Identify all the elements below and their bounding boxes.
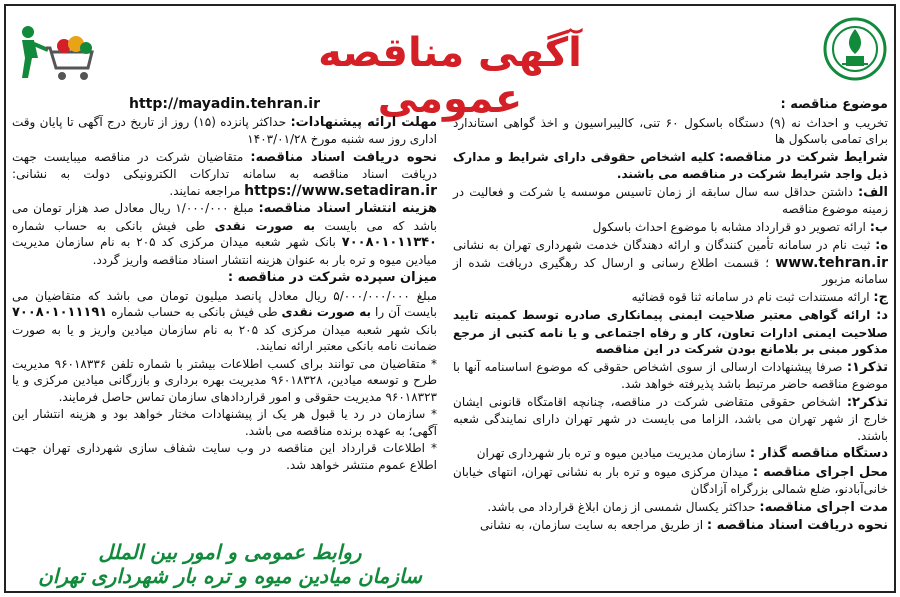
setadiran-url-link[interactable]: https://www.setadiran.ir xyxy=(244,182,437,199)
place-label: محل اجرای مناقصه : xyxy=(752,464,888,480)
star-note-3: * اطلاعات قرارداد این مناقصه در وب سایت شفاف سازی شهرداری تهران جهت اطلاع عموم منتشر خواهد شد. xyxy=(12,441,437,472)
note2-label: تذکر۲: xyxy=(846,394,888,410)
fee-text-3: بانک شهر شعبه میدان مرکزی کد ۲۰۵ به نام سازمان مدیریت میادین میوه و تره بار به عنوان هزینه انتشار اسناد مناقصه واریز گردد. xyxy=(12,235,437,267)
signature-line-2: سازمان میادین میوه و تره بار شهرداری تهران xyxy=(38,564,422,588)
org-text: سازمان مدیریت میادین میوه و تره بار شهرداری تهران xyxy=(476,446,747,460)
duration-label: مدت اجرای مناقصه: xyxy=(759,499,888,515)
deposit-text-1: مبلغ ۵/۰۰۰/۰۰۰/۰۰۰ ریال معادل پانصد میلیون تومان می باشد که متقاضیان می بایست آن را xyxy=(12,288,437,319)
duration-text: حداکثر یکسال شمسی از زمان ابلاغ قرارداد می باشد. xyxy=(487,499,756,514)
note1-label: تذکر۱: xyxy=(846,359,888,375)
org-label: دستگاه مناقصه گذار : xyxy=(749,446,888,461)
conditions-label: شرایط شرکت در مناقصه: xyxy=(719,149,889,165)
item-e-text: ارائه گواهی معتبر صلاحیت ایمنی پیمانکاری صادره توسط کمیته تایید صلاحیت ایمنی ادارات تعاون، کار و رفاه اجتماعی و یا نامه کتبی از مرجع مذکور مبنی بر بلامانع بودن شرکت در این مناقصه xyxy=(453,308,888,356)
star-note-1: * متقاضیان می توانند برای کسب اطلاعات بیشتر با شماره تلفن ۹۶۰۱۸۳۳۶ مدیریت طرح و توسعه میادین، ۹۶۰۱۸۳۲۸ مدیریت بهره برداری و بازرگانی میادین مرکزی و یا ۹۶۰۱۸۳۲۳ مدیریت حقوقی و امور قراردادهای سازمان تماس حاصل فرمایند. xyxy=(12,356,438,404)
tehran-municipality-logo-icon xyxy=(822,14,888,84)
item-a-label: الف: xyxy=(857,184,888,200)
star-note-2: * سازمان در رد یا قبول هر یک از پیشنهادات مختار خواهد بود و هزینه انتشار این آگهی؛ به عهده برنده مناقصه می باشد. xyxy=(12,407,437,438)
mayadin-url-link[interactable]: http://mayadin.tehran.ir xyxy=(129,96,320,112)
conditions-text: کلیه اشخاص حقوقی دارای شرایط و مدارک ذیل واجد شرایط شرکت در مناقصه می باشند. xyxy=(453,149,888,181)
note1-text: صرفا پیشنهادات ارسالی از سوی اشخاص حقوقی که موضوع اساسنامه آنها با موضوع مناقصه حاضر مرتبط باشد پذیرفته خواهد شد. xyxy=(453,359,888,391)
receive-text-1: متقاضیان شرکت در مناقصه میبایست جهت دریافت اسناد مناقصه به سامانه تدارکات الکترونیکی دولت به نشانی: xyxy=(12,149,437,181)
item-c-label: ه: xyxy=(875,238,888,253)
right-column xyxy=(453,96,888,536)
subject-text: تخریب و احداث نه (۹) دستگاه باسکول ۶۰ تنی، کالیبراسیون و اخذ گواهی استاندارد برای تمامی باسکول ها xyxy=(453,115,888,146)
fee-bold: به صورت نقدی xyxy=(214,218,315,233)
receive-text-2: مراجعه نمایند. xyxy=(169,183,241,198)
item-a-text: داشتن حداقل سه سال سابقه از زمان تاسیس موسسه یا شرکت و فعالیت در زمینه موضوع مناقصه xyxy=(453,184,888,216)
item-d-label: ج: xyxy=(873,289,888,305)
receive-label: نحوه دریافت اسناد مناقصه: xyxy=(250,149,437,165)
item-c-text-2: ؛ قسمت اطلاع رسانی و ارسال کد رهگیری دریافت شده از سامانه مزبور xyxy=(453,255,888,286)
deposit-label: میزان سپرده شرکت در مناقصه : xyxy=(227,270,437,285)
subject-label: موضوع مناقصه : xyxy=(780,97,888,112)
getdocs-text: از طریق مراجعه به سایت سازمان، به نشانی xyxy=(479,518,704,532)
shopping-cart-person-icon xyxy=(14,22,96,84)
deposit-text-3: بانک شهر شعبه میدان مرکزی کد ۲۰۵ به نام سازمان میادین واریز و یا به صورت ضمانت نامه بانکی معتبر ارائه نمایند. xyxy=(12,322,437,353)
deposit-bold: به صورت نقدی xyxy=(281,305,372,319)
fee-label: هزینه انتشار اسناد مناقصه: xyxy=(258,201,437,216)
item-e-label: د: xyxy=(876,308,888,323)
note2-text: اشخاص حقوقی متقاضی شرکت در مناقصه، چنانچه اقامتگاه قانونی ایشان خارج از شهر تهران می باشد، الزاما می بایست در شهر تهران دارای نمایندگی شعبه باشند. xyxy=(453,394,888,443)
deadline-label: مهلت ارائه پیشنهادات: xyxy=(290,114,437,130)
tehran-url-link[interactable]: www.tehran.ir xyxy=(775,254,888,271)
item-b-label: ب: xyxy=(869,219,888,235)
item-d-text: ارائه مستندات ثبت نام در سامانه ثنا قوه قضائیه xyxy=(631,289,870,304)
deposit-account: ۷۰۰۸۰۱۰۱۱۱۹۱ xyxy=(12,305,108,320)
fee-text-2: طی فیش بانکی به حساب شماره xyxy=(12,218,206,233)
signature-line-1: روابط عمومی و امور بین الملل xyxy=(98,540,362,564)
fee-account: ۷۰۰۸۰۱۰۱۱۳۴۰ xyxy=(341,235,437,250)
item-b-text: ارائه تصویر دو قرارداد مشابه با موضوع احداث باسکول xyxy=(592,219,866,234)
place-text: میدان مرکزی میوه و تره بار به نشانی تهران، انتهای خیابان خانی‌آبادنو، ضلع شمالی بزرگراه آزادگان xyxy=(453,464,888,496)
deposit-text-2: طی فیش بانکی به حساب شماره xyxy=(111,305,278,319)
page-title: آگهی مناقصه عمومی xyxy=(318,30,582,122)
getdocs-label: نحوه دریافت اسناد مناقصه : xyxy=(706,518,888,533)
fee-text-1: مبلغ ۱/۰۰۰/۰۰۰ ریال معادل صد هزار تومان می باشد که می بایست xyxy=(12,201,438,233)
deadline-text: حداکثر پانزده (۱۵) روز از تاریخ درج آگهی تا پایان وقت اداری روز سه شنبه مورخ ۱۴۰۳/۰۱/۲۸ xyxy=(12,114,437,146)
signature-block xyxy=(20,540,440,588)
left-column xyxy=(12,96,437,474)
item-c-text-1: ثبت نام در سامانه تأمین کنندگان و ارائه دهندگان خدمت شهرداری تهران به نشانی xyxy=(453,238,871,252)
